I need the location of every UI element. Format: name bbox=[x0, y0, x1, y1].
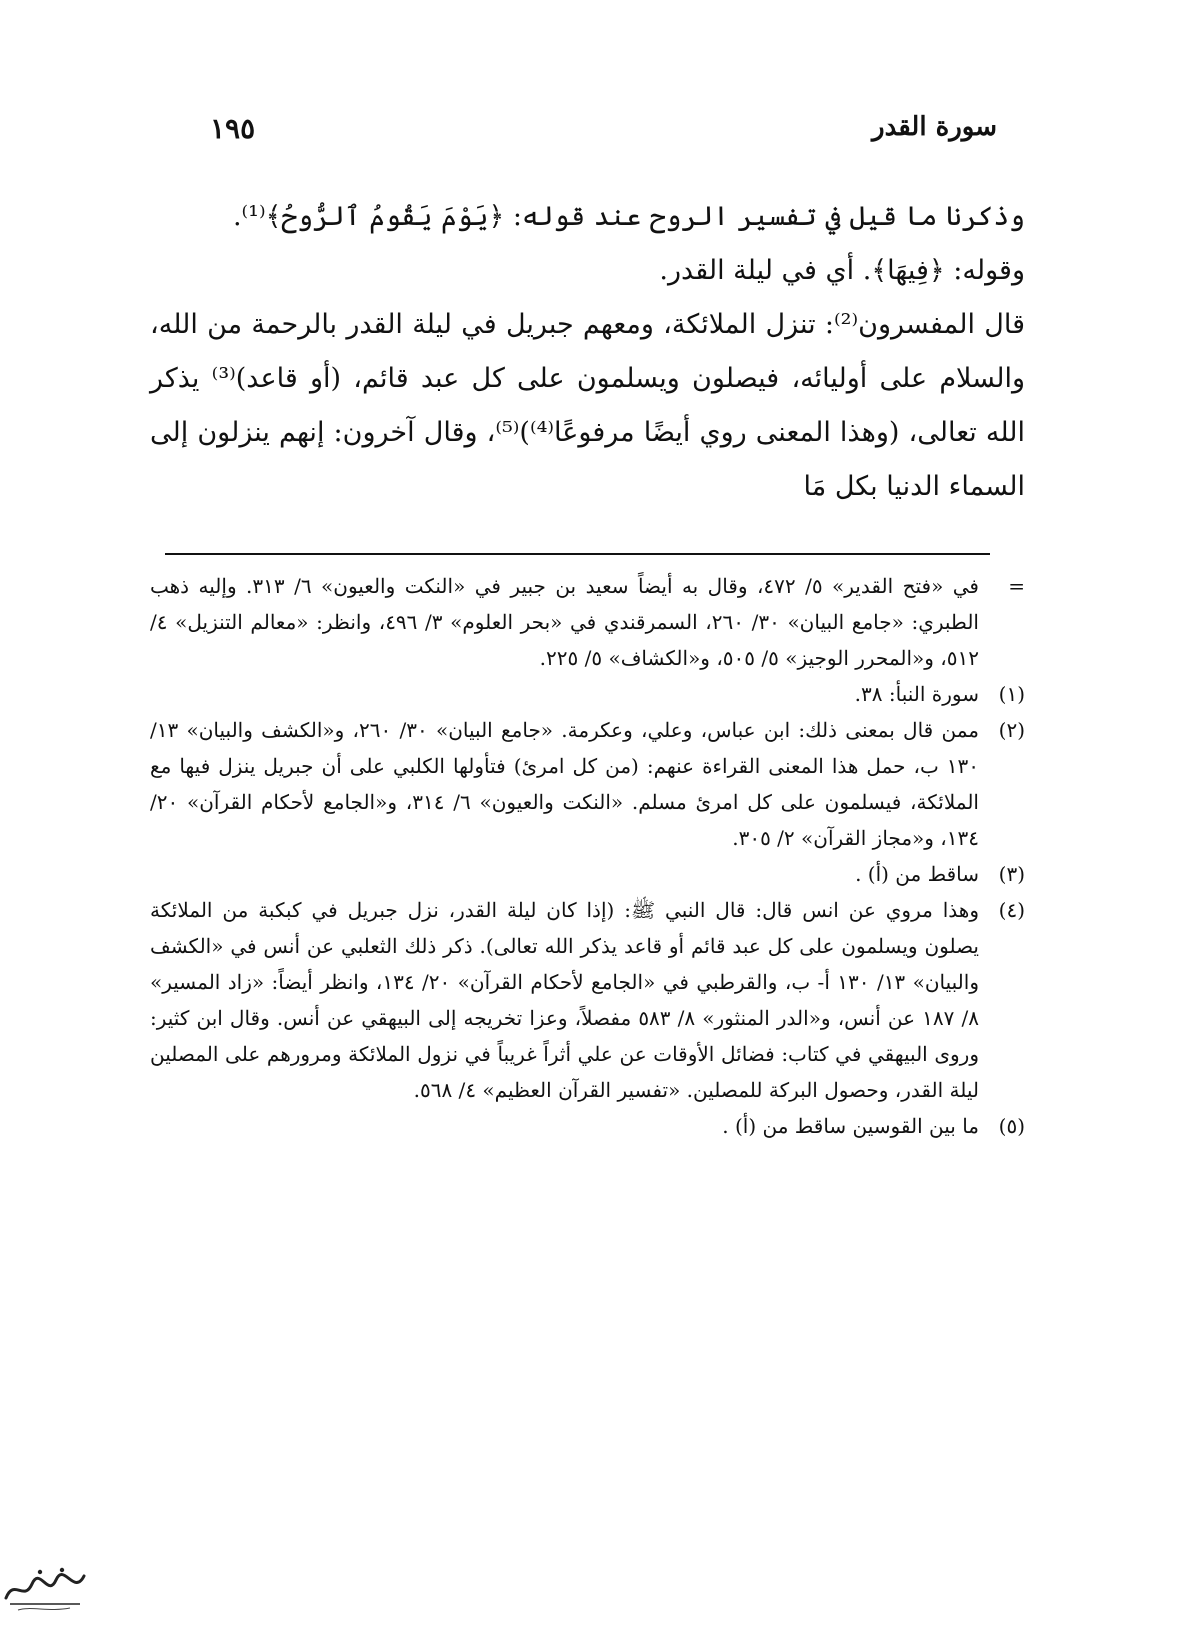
footnote-marker: (٣) bbox=[998, 862, 1025, 886]
footnote-text: في «فتح القدير» ٥/ ٤٧٢، وقال به أيضاً سعيد بن جبير في «النكت والعيون» ٦/ ٣١٣. وإليه ذهب الطبري: «جامع البيان» ٣٠/ ٢٦٠، السمرقندي في «بحر العلوم» ٣/ ٤٩٦، وانظر: «معالم التنزيل» ٤/ ٥١٢، و«المحرر الوجيز» ٥/ ٥٠٥، و«الكشاف» ٥/ ٢٢٥. bbox=[150, 574, 979, 670]
footnote-marker: (٤) bbox=[998, 898, 1025, 922]
footnote-4 bbox=[150, 892, 1025, 1108]
footnote-marker: (٥) bbox=[998, 1114, 1025, 1138]
footnote-5 bbox=[150, 1108, 1025, 1144]
paragraph-1: وذكرنا ما قيل في تفسير الروح عند قوله: ﴿يَوْمَ يَقُومُ ٱلرُّوحُ﴾⁽¹⁾. bbox=[232, 201, 1025, 232]
footnote-1 bbox=[150, 676, 1025, 712]
page-header bbox=[210, 112, 997, 152]
paragraph-2: وقوله: ﴿فِيهَا﴾. أي في ليلة القدر. bbox=[659, 255, 1025, 286]
main-text bbox=[150, 190, 1025, 514]
footnote-3 bbox=[150, 856, 1025, 892]
footnote-text: ما بين القوسين ساقط من (أ) . bbox=[722, 1114, 979, 1138]
footnote-continuation bbox=[150, 568, 1025, 676]
footnote-2 bbox=[150, 712, 1025, 856]
footnote-text: وهذا مروي عن انس قال: قال النبي ﷺ: (إذا كان ليلة القدر، نزل جبريل في كبكبة من الملائكة يصلون ويسلمون على كل عبد قائم أو قاعد يذكر الله تعالى). ذكر ذلك الثعلبي عن أنس في «الكشف والبيان» ١٣/ ١٣٠ أ- ب، والقرطبي في «الجامع لأحكام القرآن» ٢٠/ ١٣٤، وانظر أيضاً: «زاد المسير» ٨/ ١٨٧ عن أنس، و«الدر المنثور» ٨/ ٥٨٣ مفصلاً، وعزا تخريجه إلى البيهقي عن أنس. وقال ابن كثير: وروى البيهقي في كتاب: فضائل الأوقات عن علي أثراً غريباً في نزول الملائكة ومرورهم على المصلين ليلة القدر، وحصول البركة للمصلين. «تفسير القرآن العظيم» ٤/ ٥٦٨. bbox=[150, 898, 979, 1102]
footnote-marker: (١) bbox=[998, 682, 1025, 706]
footnotes bbox=[150, 568, 1025, 1144]
footnote-divider bbox=[165, 553, 990, 555]
footnote-marker: = bbox=[1008, 574, 1025, 598]
running-title: سورة القدر bbox=[872, 112, 997, 142]
paragraph-3: قال المفسرون⁽²⁾: تنزل الملائكة، ومعهم جبريل في ليلة القدر بالرحمة من الله، والسلام على أوليائه، فيصلون ويسلمون على كل عبد قائم، (أو قاعد)⁽³⁾ يذكر الله تعالى، (وهذا المعنى روي أيضًا مرفوعًا⁽⁴⁾)⁽⁵⁾، وقال آخرون: إنهم ينزلون إلى السماء الدنيا بكل مَا bbox=[150, 309, 1026, 502]
footnote-text: ممن قال بمعنى ذلك: ابن عباس، وعلي، وعكرمة. «جامع البيان» ٣٠/ ٢٦٠، و«الكشف والبيان» ١٣/ ١٣٠ ب، حمل هذا المعنى القراءة عنهم: (من كل امرئ) فتأولها الكلبي على أن جبريل ينزل فيها مع الملائكة، فيسلمون على كل امرئ مسلم. «النكت والعيون» ٦/ ٣١٤، و«الجامع لأحكام القرآن» ٢٠/ ١٣٤، و«مجاز القرآن» ٢/ ٣٠٥. bbox=[150, 718, 979, 850]
watermark-logo bbox=[0, 1558, 90, 1614]
footnote-text: سورة النبأ: ٣٨. bbox=[854, 682, 979, 706]
footnote-marker: (٢) bbox=[998, 718, 1025, 742]
footnote-text: ساقط من (أ) . bbox=[855, 862, 979, 886]
page-number: ١٩٥ bbox=[210, 112, 256, 145]
